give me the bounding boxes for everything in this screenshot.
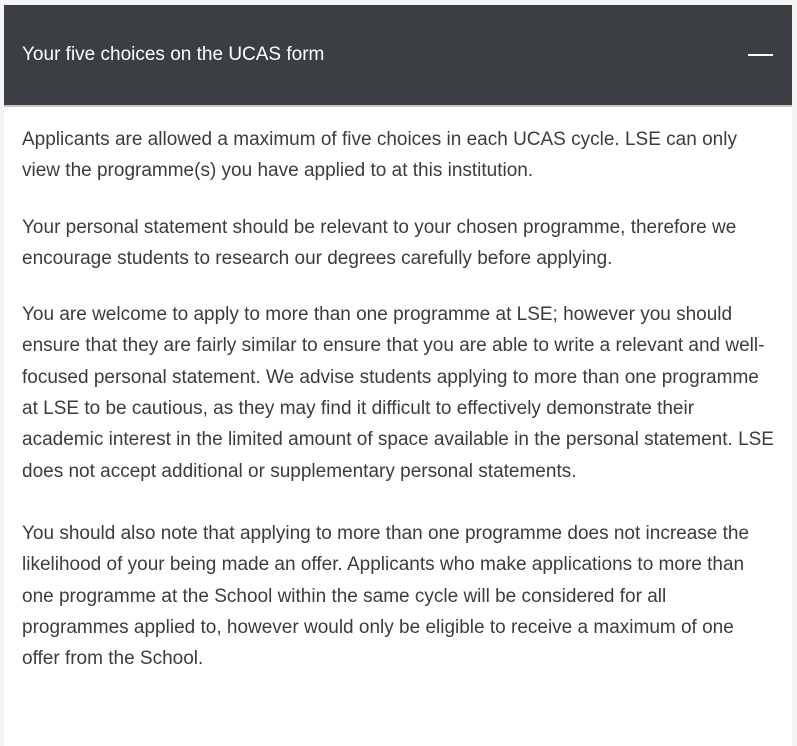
paragraph-five-choices: Applicants are allowed a maximum of five choices in each UCAS cycle. LSE can only view the programme(s) you have applied to at this institution. [22,129,737,182]
paragraph-personal-statement: Your personal statement should be relevant to your chosen programme, therefore we encourage students to research our degrees carefully before applying. [22,216,737,269]
accordion-title[interactable]: Your five choices on the UCAS form [22,44,325,65]
paragraph-multiple-programmes: You are welcome to apply to more than one programme at LSE; however you should ensure that they are fairly similar to ensure that you are able to write a relevant and well-focused personal statement. We advise students applying to more than one programme at LSE to be cautious, as they may find it difficult to effectively demonstrate their academic interest in the limited amount of space available in the personal statement. LSE does not accept additional or supplementary personal statements. [22,304,774,482]
accordion-body [4,107,792,674]
paragraph-offer-likelihood: You should also note that applying to more than one programme does not increase the likelihood of your being made an offer. Applicants who make applications to more than one programme at the School within the same cycle will be considered for all programmes applied to, however would only be eligible to receive a maximum of one offer from the School. [22,522,750,670]
minus-icon[interactable] [748,54,773,56]
accordion-panel [4,5,792,746]
accordion-header[interactable] [4,5,792,107]
